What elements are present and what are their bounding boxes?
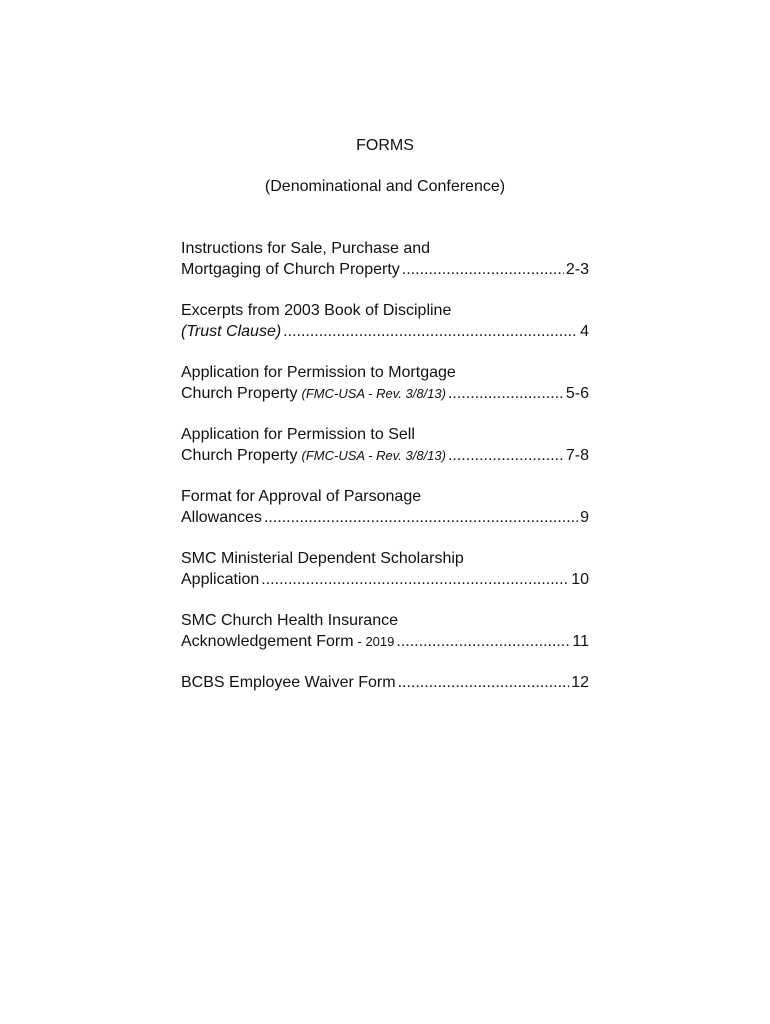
- toc-entry-year-note: - 2019: [357, 634, 395, 649]
- toc-entry-title: Instructions for Sale, Purchase and: [181, 240, 431, 257]
- toc-page-number: 10: [571, 571, 589, 588]
- page-title: FORMS: [356, 137, 414, 154]
- toc-entry-health-insurance-form: [181, 610, 589, 652]
- toc-entry-title: Application for Permission to Sell: [181, 426, 415, 443]
- toc-entry-mortgage-application: [181, 362, 589, 404]
- toc-entry-title-continued: Mortgaging of Church Property: [181, 261, 400, 278]
- toc-entry-line: [181, 445, 589, 466]
- toc-page-number: 4: [580, 323, 589, 340]
- toc-entry-title: Format for Approval of Parsonage: [181, 488, 422, 505]
- toc-page-number: 2-3: [565, 261, 589, 278]
- toc-page-number: 7-8: [565, 447, 589, 464]
- toc-entry-discipline-excerpts: [181, 300, 589, 342]
- toc-entry-line: [181, 631, 589, 652]
- toc-leader-dots: [402, 259, 564, 280]
- toc-entry-sale-purchase: [181, 238, 589, 280]
- toc-leader-dots: [396, 631, 570, 652]
- toc-leader-dots: [261, 569, 569, 590]
- toc-entry-line: [181, 321, 589, 342]
- toc-leader-dots: [448, 383, 564, 404]
- toc-entry-title-continued: Church Property: [181, 447, 298, 464]
- toc-leader-dots: [448, 445, 564, 466]
- toc-entry-line: [181, 383, 589, 404]
- toc-entry-title: SMC Ministerial Dependent Scholarship: [181, 550, 464, 567]
- toc-entry-line: [181, 569, 589, 590]
- toc-page-number: 9: [580, 509, 589, 526]
- toc-entry-title: Excerpts from 2003 Book of Discipline: [181, 302, 452, 319]
- toc-entry-line: [181, 672, 589, 693]
- toc-entry-title-continued: Acknowledgement Form: [181, 633, 354, 650]
- toc-entry-parsonage-allowances: [181, 486, 589, 528]
- toc-entry-title-continued: Allowances: [181, 509, 262, 526]
- toc-entry-line: [181, 259, 589, 280]
- toc-entry-title-continued: (Trust Clause): [181, 323, 282, 340]
- toc-entry-title: BCBS Employee Waiver Form: [181, 674, 396, 691]
- toc-leader-dots: [283, 321, 578, 342]
- toc-entry-title: Application for Permission to Mortgage: [181, 364, 456, 381]
- toc-page-number: 11: [572, 633, 589, 650]
- toc-page-number: 12: [571, 674, 589, 691]
- toc-entry-line: [181, 507, 589, 528]
- toc-entry-revision-note: (FMC-USA - Rev. 3/8/13): [301, 386, 446, 401]
- toc-entry-title-continued: Church Property: [181, 385, 298, 402]
- table-of-contents: [181, 238, 589, 713]
- toc-entry-title-continued: Application: [181, 571, 260, 588]
- toc-entry-bcbs-waiver: [181, 672, 589, 693]
- toc-leader-dots: [264, 507, 578, 528]
- toc-page-number: 5-6: [565, 385, 589, 402]
- toc-entry-title: SMC Church Health Insurance: [181, 612, 398, 629]
- toc-entry-revision-note: (FMC-USA - Rev. 3/8/13): [301, 448, 446, 463]
- toc-entry-sell-application: [181, 424, 589, 466]
- toc-leader-dots: [398, 672, 570, 693]
- toc-entry-scholarship-application: [181, 548, 589, 590]
- page-subtitle: (Denominational and Conference): [264, 178, 506, 195]
